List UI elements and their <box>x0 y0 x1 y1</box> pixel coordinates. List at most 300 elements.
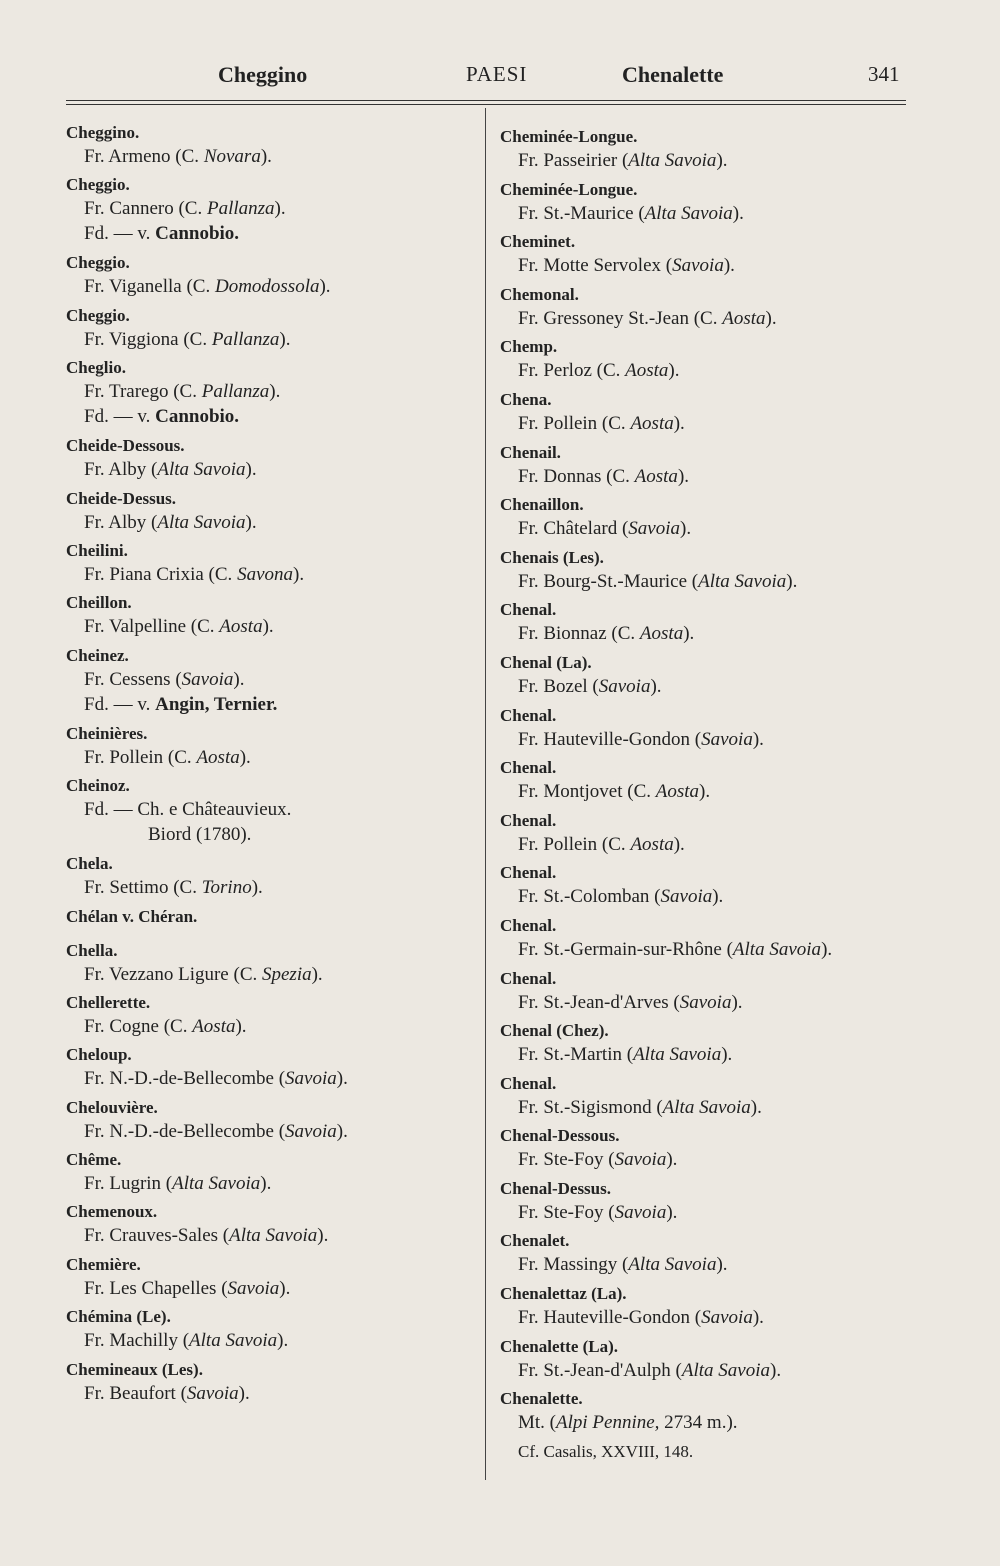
entry-line <box>66 1381 476 1406</box>
gazetteer-entry <box>66 174 476 252</box>
entry-italic: Alta Savoia <box>633 1044 722 1066</box>
entry-heading: Chenal. <box>500 915 557 935</box>
entry-line <box>500 201 920 226</box>
entry-text: Fr. Bozel ( <box>518 675 599 697</box>
left-column <box>66 122 476 1411</box>
entry-italic: Alta Savoia <box>644 202 733 224</box>
gazetteer-entry <box>500 126 920 179</box>
entry-text: Fr. Lugrin ( <box>84 1173 173 1195</box>
entry-line <box>500 937 920 962</box>
entry-text: 2734 m.). <box>659 1412 738 1434</box>
entry-italic: Alta Savoia <box>189 1330 278 1352</box>
entry-text: ). <box>721 1044 733 1066</box>
entry-text: Fr. Cogne (C. <box>84 1015 193 1037</box>
entry-italic: Alpi Pennine, <box>556 1412 660 1434</box>
entry-italic: Alta Savoia <box>628 150 717 171</box>
entry-text: ). <box>712 886 724 908</box>
entry-text: Fr. Perloz (C. <box>518 360 626 382</box>
gazetteer-entry <box>500 599 920 652</box>
entry-text: Fr. N.-D.-de-Bellecombe ( <box>84 1120 286 1142</box>
entry-line <box>500 1200 920 1225</box>
gazetteer-entry <box>66 305 476 357</box>
entry-heading: Chémina (Le). <box>66 1307 171 1327</box>
gazetteer-entry <box>500 1020 920 1073</box>
entry-text: Fr. Beaufort ( <box>84 1382 187 1404</box>
entry-text: ). <box>245 511 257 533</box>
entry-italic: Alta Savoia <box>172 1173 261 1195</box>
entry-bold: Cannobio. <box>155 223 240 245</box>
entry-line <box>66 221 476 246</box>
entry-heading: Chenal-Dessous. <box>500 1126 620 1146</box>
entry-text: Fr. Ste-Foy ( <box>518 1149 615 1171</box>
entry-text: ). <box>238 1382 250 1404</box>
gazetteer-entry <box>66 540 476 592</box>
entry-heading: Chenal. <box>500 600 557 620</box>
entry-text: Fd. — Ch. e Châteauvieux. <box>84 799 292 821</box>
entry-heading: Cheide-Dessous. <box>66 436 185 456</box>
entry-text: Fr. Donnas (C. <box>518 465 635 487</box>
entry-line <box>66 745 476 770</box>
gazetteer-entry <box>500 494 920 547</box>
gazetteer-entry <box>500 336 920 389</box>
entry-heading: Cheide-Dessus. <box>66 488 177 508</box>
entry-line <box>500 1358 920 1383</box>
entry-text: ). <box>235 1015 247 1037</box>
entry-heading: Chellerette. <box>66 992 151 1012</box>
entry-text: Fr. Alby ( <box>84 459 158 481</box>
entry-heading: Chenal (La). <box>500 652 592 672</box>
entry-line <box>66 510 476 535</box>
entry-italic: Novara <box>203 146 261 167</box>
entry-italic: Savoia <box>285 1068 337 1090</box>
entry-heading: Chélan v. Chéran. <box>66 906 198 926</box>
entry-italic: Savoia <box>285 1120 337 1142</box>
entry-text: ). <box>239 746 251 768</box>
running-head-left: Cheggino <box>218 62 308 87</box>
entry-italic: Pallanza <box>201 381 270 403</box>
entry-line <box>66 562 476 587</box>
entry-heading: Chenal (Chez). <box>500 1021 609 1041</box>
entry-text: ). <box>336 1068 348 1090</box>
right-column <box>500 126 920 1463</box>
entry-text: ). <box>673 833 685 855</box>
entry-heading: Cheminée-Longue. <box>500 179 638 199</box>
entry-text: Fr. Viggiona (C. <box>84 328 212 350</box>
entry-heading: Cheinez. <box>66 645 129 665</box>
gazetteer-entry <box>66 992 476 1044</box>
entry-line <box>66 1276 476 1301</box>
entry-text: Biord (1780). <box>148 824 252 846</box>
entry-italic: Pallanza <box>206 198 275 220</box>
entry-heading: Chemp. <box>500 337 558 357</box>
entry-text: Fr. St.-Maurice ( <box>518 202 645 224</box>
entry-text: ). <box>274 198 286 220</box>
entry-text: ). <box>752 1307 764 1329</box>
header-rule-bottom <box>66 104 906 105</box>
gazetteer-entry <box>66 940 476 992</box>
gazetteer-entry <box>66 592 476 644</box>
entry-text: Fr. Cannero (C. <box>84 198 207 220</box>
entry-line <box>66 457 476 482</box>
entry-line <box>500 358 920 383</box>
entry-heading: Cheillon. <box>66 593 132 613</box>
entry-line <box>66 875 476 900</box>
entry-text: Fr. Cessens ( <box>84 668 182 690</box>
entry-text: ). <box>277 1330 289 1352</box>
entry-italic: Alta Savoia <box>681 1359 770 1381</box>
gazetteer-entry <box>500 1073 920 1126</box>
gazetteer-entry <box>66 1044 476 1096</box>
entry-text: ). <box>716 1254 728 1276</box>
running-head-right: Chenalette <box>622 62 724 87</box>
entry-text: ). <box>650 675 662 697</box>
entry-heading: Cheglio. <box>66 358 126 378</box>
entry-text: ). <box>319 276 331 298</box>
entry-italic: Aosta <box>625 360 669 382</box>
entry-text: ). <box>699 781 711 803</box>
entry-italic: Alta Savoia <box>662 1096 751 1118</box>
entry-heading: Cheminée-Longue. <box>500 127 638 146</box>
entry-bold: Angin, Ternier. <box>155 693 278 715</box>
entry-heading: Chême. <box>66 1150 122 1170</box>
entry-text: ). <box>245 459 257 481</box>
gazetteer-entry <box>66 1254 476 1306</box>
entry-line <box>500 569 920 594</box>
entry-line <box>500 148 920 173</box>
entry-text: ). <box>677 465 690 487</box>
entry-text: Mt. ( <box>518 1412 556 1434</box>
gazetteer-entry <box>500 1230 920 1283</box>
gazetteer-entry <box>500 968 920 1021</box>
entry-line <box>500 1147 920 1172</box>
entry-heading: Chenais (Les). <box>500 547 604 567</box>
gazetteer-entry <box>500 1283 920 1336</box>
entry-italic: Savoia <box>598 675 651 697</box>
entry-italic: Savoia <box>701 1307 753 1329</box>
entry-heading: Chemière. <box>66 1254 141 1274</box>
gazetteer-entry <box>66 723 476 775</box>
entry-heading: Chemenoux. <box>66 1202 158 1222</box>
entry-text: Fd. — v. <box>84 223 156 245</box>
header-rule-top <box>66 100 906 101</box>
entry-line <box>66 404 476 429</box>
gazetteer-entry <box>66 906 476 940</box>
entry-text: Fr. Machilly ( <box>84 1330 190 1352</box>
entry-italic: Alta Savoia <box>698 570 787 592</box>
entry-italic: Alta Savoia <box>732 938 822 960</box>
entry-italic: Savoia <box>181 668 234 690</box>
gazetteer-entry <box>66 357 476 435</box>
entry-heading: Chenalette (La). <box>500 1336 619 1356</box>
gazetteer-entry <box>66 1149 476 1201</box>
column-divider <box>485 108 486 1480</box>
entry-text: ). <box>683 623 695 645</box>
entry-heading: Cheggino. <box>66 123 140 142</box>
entry-italic: Aosta <box>655 781 700 803</box>
entry-line <box>66 379 476 404</box>
entry-text: Fr. Pollein (C. <box>518 833 631 855</box>
entry-italic: Aosta <box>192 1015 236 1037</box>
entry-italic: Aosta <box>639 623 684 645</box>
entry-line <box>500 674 920 699</box>
entry-text: Fr. Bionnaz (C. <box>518 623 640 645</box>
entry-italic: Aosta <box>634 465 678 487</box>
entry-heading: Chenal. <box>500 968 557 988</box>
entry-heading: Cheggio. <box>66 253 130 273</box>
entry-text: ). <box>765 307 777 329</box>
entry-heading: Chella. <box>66 940 118 960</box>
entry-line <box>500 884 920 909</box>
entry-text: Fr. St.-Colomban ( <box>518 886 661 908</box>
entry-text: ). <box>260 1173 272 1195</box>
entry-line <box>500 1410 920 1435</box>
entry-line <box>500 411 920 436</box>
entry-line <box>500 621 920 646</box>
entry-text: ). <box>723 255 735 277</box>
entry-text: Fd. — v. <box>84 406 156 428</box>
entry-text: ). <box>750 1096 762 1118</box>
entry-heading: Cheinières. <box>66 723 148 743</box>
entry-line <box>66 667 476 692</box>
entry-text: Fr. Valpelline (C. <box>84 616 220 638</box>
entry-heading: Chenal. <box>500 758 557 778</box>
entry-text: Fr. Pollein (C. <box>518 412 631 434</box>
entry-line <box>500 253 920 278</box>
entry-text: ). <box>731 991 743 1013</box>
entry-text: ). <box>680 518 692 540</box>
entry-italic: Alta Savoia <box>628 1254 717 1276</box>
gazetteer-entry <box>500 442 920 495</box>
entry-heading: Cheilini. <box>66 540 128 560</box>
entry-text: Fr. Châtelard ( <box>518 518 629 540</box>
entry-text: ). <box>317 1225 329 1247</box>
entry-line <box>500 306 920 331</box>
entry-line <box>500 1042 920 1067</box>
entry-line <box>500 1305 920 1330</box>
entry-text: ). <box>293 563 305 585</box>
entry-text: ). <box>666 1201 678 1223</box>
gazetteer-entry <box>66 853 476 905</box>
entry-line <box>66 144 476 169</box>
gazetteer-entry <box>66 1306 476 1358</box>
running-head-center: PAESI <box>466 62 528 86</box>
entry-heading: Chelouvière. <box>66 1097 158 1117</box>
entry-italic: Domodossola <box>214 276 320 298</box>
gazetteer-entry <box>500 1388 920 1441</box>
entry-text: ). <box>786 570 798 592</box>
entry-line <box>500 832 920 857</box>
gazetteer-entry <box>66 435 476 487</box>
entry-heading: Chenalettaz (La). <box>500 1284 627 1304</box>
entry-text: Fd. — v. <box>84 693 156 715</box>
entry-heading: Chenalette. <box>500 1389 583 1409</box>
entry-heading: Cheggio. <box>66 305 130 325</box>
entry-text: ). <box>666 1149 678 1171</box>
entry-italic: Torino <box>201 877 252 899</box>
entry-italic: Savoia <box>628 518 680 540</box>
gazetteer-entry <box>500 389 920 442</box>
entry-heading: Cheggio. <box>66 175 130 195</box>
gazetteer-entry <box>500 1178 920 1231</box>
entry-text: Fr. Armeno (C. <box>84 146 204 167</box>
entry-text: Fr. Motte Servolex ( <box>518 255 673 277</box>
entry-line <box>66 1014 476 1039</box>
entry-heading: Chela. <box>66 854 113 874</box>
page-number: 341 <box>868 62 900 86</box>
entry-heading: Chena. <box>500 389 552 409</box>
gazetteer-entry <box>66 645 476 723</box>
entry-italic: Aosta <box>196 746 240 768</box>
gazetteer-entry <box>500 915 920 968</box>
entry-italic: Savoia <box>701 728 753 750</box>
gazetteer-entry <box>500 179 920 232</box>
entry-heading: Chenal. <box>500 863 557 883</box>
entry-text: ). <box>336 1120 348 1142</box>
entry-line <box>66 327 476 352</box>
entry-text: ). <box>668 360 680 382</box>
entry-italic: Savoia <box>614 1201 667 1223</box>
footnote-reference: Cf. Casalis, XXVIII, 148. <box>518 1441 694 1461</box>
gazetteer-entry <box>500 757 920 810</box>
entry-text: Fr. Crauves-Sales ( <box>84 1225 230 1247</box>
entry-text: Fr. Ste-Foy ( <box>518 1201 615 1223</box>
entry-text: Fr. Viganella (C. <box>84 276 215 298</box>
entry-text: ). <box>279 1277 291 1299</box>
entry-line <box>500 464 920 489</box>
entry-text: Fr. Bourg-St.-Maurice ( <box>518 570 699 592</box>
entry-text: ). <box>311 963 323 985</box>
entry-text: ). <box>260 146 272 167</box>
entry-text: ). <box>262 616 274 638</box>
entry-line <box>500 779 920 804</box>
entry-line <box>66 1171 476 1196</box>
entry-italic: Savoia <box>614 1149 667 1171</box>
entry-text: Fr. St.-Martin ( <box>518 1044 634 1066</box>
gazetteer-entry <box>500 1336 920 1389</box>
entry-line <box>500 1095 920 1120</box>
entry-line <box>66 692 476 717</box>
entry-text: ). <box>732 202 744 224</box>
entry-text: ). <box>269 381 281 403</box>
entry-heading: Chenal. <box>500 1073 557 1093</box>
entry-text: ). <box>821 938 833 960</box>
entry-text: Fr. Piana Crixia (C. <box>84 563 238 585</box>
entry-italic: Savoia <box>227 1277 280 1299</box>
entry-text: ). <box>752 728 764 750</box>
entry-text: Fr. N.-D.-de-Bellecombe ( <box>84 1068 286 1090</box>
entry-text: Fr. Vezzano Ligure (C. <box>84 963 262 985</box>
entry-text: Fr. Gressoney St.-Jean (C. <box>518 307 723 329</box>
gazetteer-entry <box>500 284 920 337</box>
entry-italic: Aosta <box>722 307 766 329</box>
gazetteer-entry <box>500 705 920 758</box>
entry-line <box>500 727 920 752</box>
entry-text: Fr. Massingy ( <box>518 1254 629 1276</box>
entry-italic: Savoia <box>679 991 732 1013</box>
entry-italic: Savoia <box>672 255 724 277</box>
entry-line <box>66 196 476 221</box>
entry-heading: Chenal. <box>500 705 557 725</box>
entry-line <box>66 962 476 987</box>
entry-text: ). <box>251 877 263 899</box>
entry-text: ). <box>279 328 291 350</box>
gazetteer-entry <box>66 252 476 304</box>
entry-italic: Pallanza <box>211 328 280 350</box>
entry-text: Fr. Pollein (C. <box>84 746 197 768</box>
entry-heading: Chenail. <box>500 442 561 462</box>
entry-line <box>66 274 476 299</box>
gazetteer-entry <box>66 1201 476 1253</box>
entry-text: ). <box>673 412 685 434</box>
entry-text: Fr. Les Chapelles ( <box>84 1277 228 1299</box>
entry-text: Fr. Hauteville-Gondon ( <box>518 728 702 750</box>
gazetteer-entry <box>500 231 920 284</box>
entry-heading: Cheminet. <box>500 232 576 252</box>
gazetteer-entry <box>500 1125 920 1178</box>
entry-heading: Cheinoz. <box>66 776 130 796</box>
entry-line <box>66 614 476 639</box>
entry-heading: Chenal-Dessus. <box>500 1178 611 1198</box>
entry-heading: Chemineaux (Les). <box>66 1359 203 1379</box>
entry-text: Fr. Trarego (C. <box>84 381 202 403</box>
entry-italic: Alta Savoia <box>157 459 246 481</box>
gazetteer-entry <box>66 122 476 174</box>
entry-text: ). <box>233 668 245 690</box>
entry-text: Fr. St.-Jean-d'Aulph ( <box>518 1359 682 1381</box>
gazetteer-entry <box>66 775 476 853</box>
entry-text: Fr. St.-Jean-d'Arves ( <box>518 991 680 1013</box>
entry-text: ). <box>716 150 728 171</box>
entry-line <box>66 797 476 822</box>
gazetteer-entry <box>500 862 920 915</box>
gazetteer-entry <box>66 1359 476 1411</box>
entry-italic: Savoia <box>186 1382 239 1404</box>
gazetteer-entry <box>500 547 920 600</box>
entry-text: Fr. Montjovet (C. <box>518 781 656 803</box>
entry-line <box>66 1328 476 1353</box>
entry-italic: Savona <box>237 563 293 585</box>
gazetteer-entry <box>500 810 920 863</box>
entry-italic: Savoia <box>660 886 713 908</box>
entry-text: Fr. Passeirier ( <box>518 150 629 171</box>
entry-italic: Aosta <box>630 412 674 434</box>
entry-italic: Alta Savoia <box>229 1225 318 1247</box>
entry-line <box>66 1066 476 1091</box>
gazetteer-entry <box>66 1097 476 1149</box>
entry-text: Fr. Settimo (C. <box>84 877 202 899</box>
entry-italic: Aosta <box>630 833 674 855</box>
entry-text: Fr. St.-Germain-sur-Rhône ( <box>518 938 733 960</box>
entry-line <box>66 822 476 847</box>
entry-text: Fr. Hauteville-Gondon ( <box>518 1307 702 1329</box>
entry-heading: Chenaillon. <box>500 495 584 515</box>
entry-heading: Chemonal. <box>500 284 579 304</box>
entry-italic: Alta Savoia <box>157 511 246 533</box>
entry-line <box>66 1119 476 1144</box>
entry-text: Fr. St.-Sigismond ( <box>518 1096 663 1118</box>
entry-text: Fr. Alby ( <box>84 511 158 533</box>
entry-line <box>66 1223 476 1248</box>
entry-bold: Cannobio. <box>155 406 240 428</box>
gazetteer-entry <box>500 652 920 705</box>
entry-line <box>500 990 920 1015</box>
gazetteer-entry <box>66 488 476 540</box>
entry-heading: Cheloup. <box>66 1045 132 1065</box>
entry-heading: Chenalet. <box>500 1231 570 1251</box>
entry-text: ). <box>770 1359 782 1381</box>
entry-heading: Chenal. <box>500 810 557 830</box>
entry-italic: Spezia <box>262 963 312 985</box>
